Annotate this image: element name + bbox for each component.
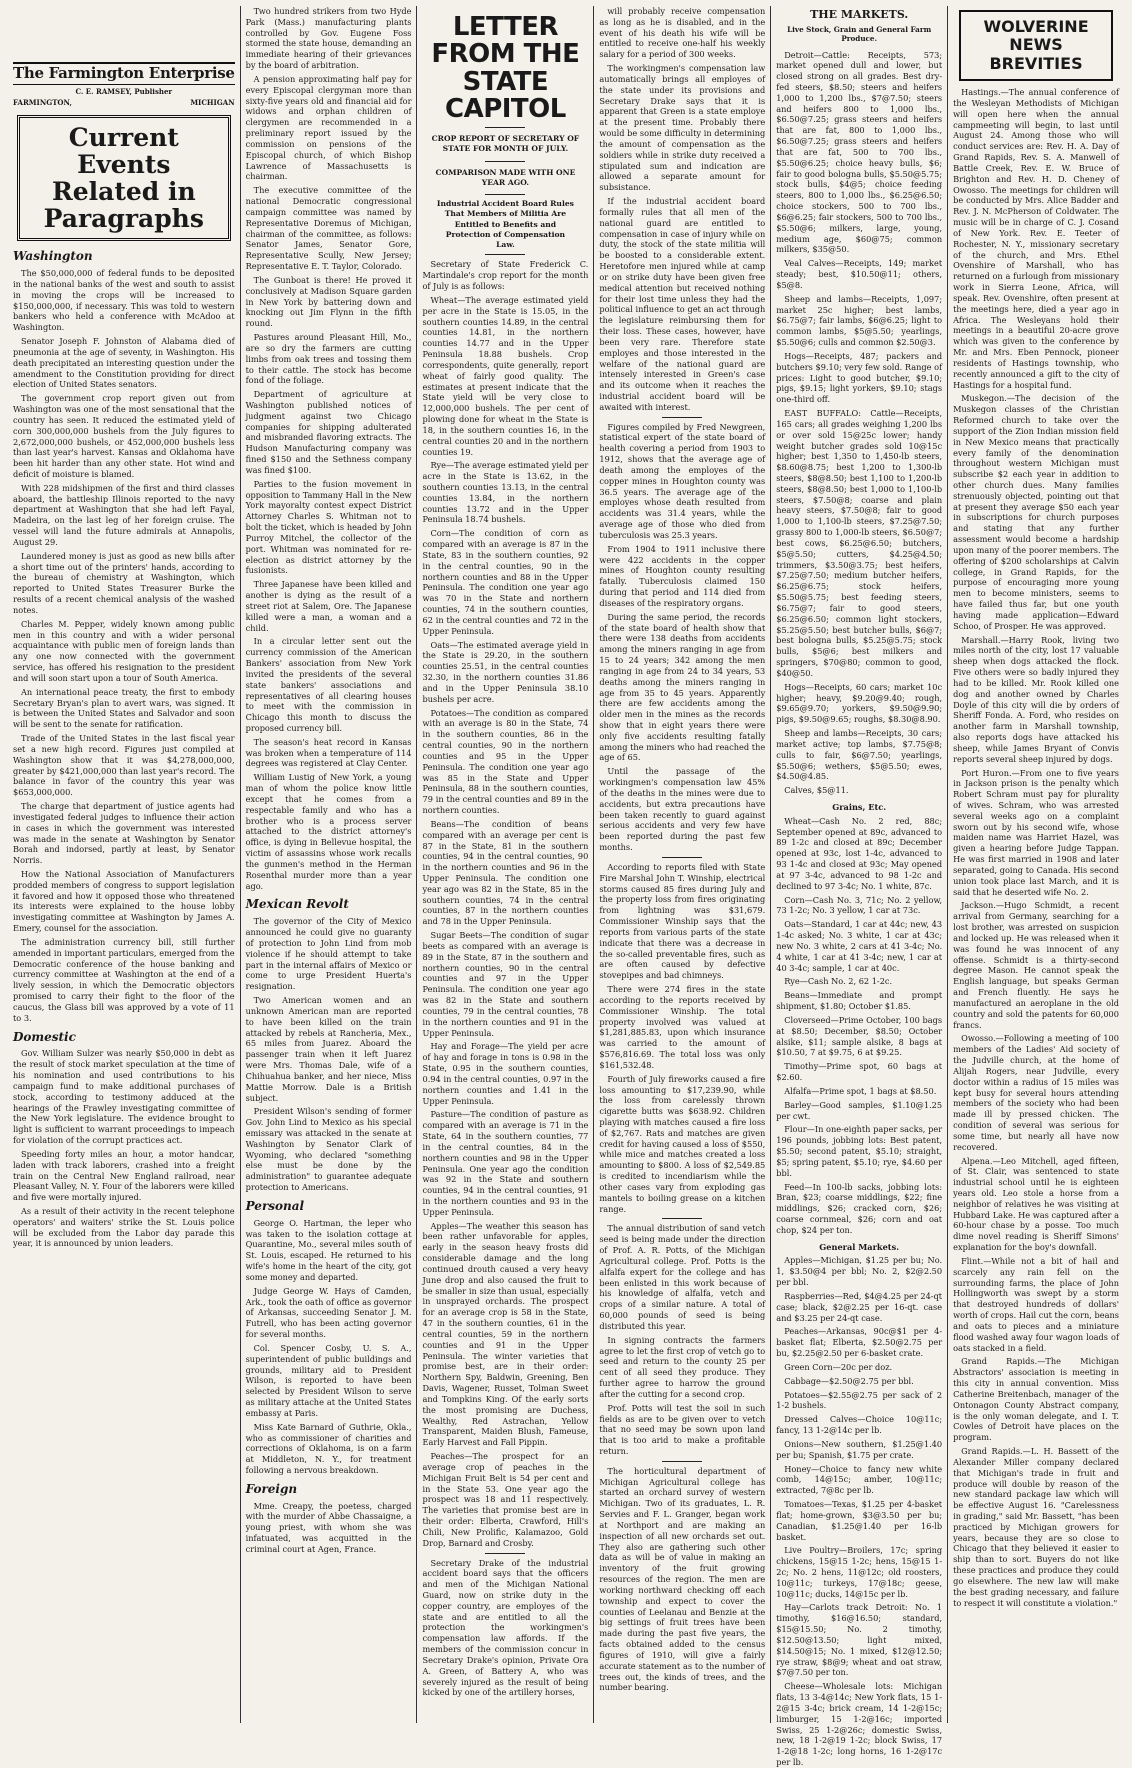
brevity-paragraph: Grand Rapids.—The Michigan Abstractors' association is meeting in this city in annual convention. Miss Catherine Breitenbach, manager of the Ontonagon County Abstract company, is the only woman delegate, and I. T. Cowles of Detroit have places on the program.: [953, 1356, 1119, 1443]
market-paragraph: Potatoes—$2.55@2.75 per sack of 2 1-2 bushels.: [776, 1389, 943, 1411]
article-paragraph: Gov. William Sulzer was nearly $50,000 in debt as the result of stock market speculation at the time of his nomination and used contributions to his campaign fund to make additional purchases of stock, according to testimony adduced at the hearings of the Frawley investigating committee of the New York legislature. The evidence brought to light is sufficient to warrant proceedings to impeach for violation of the corrupt practices act.: [13, 1048, 235, 1146]
article-paragraph: The workingmen's compensation law automatically brings all employes of the state under its provisions and Secretary Drake says that it is apparent that Green is a state employe at the present time. Probably there would be some difficulty in determining the amount of compensation as the soldiers while in strike duty received a stipulated sum and indication are allowed a separate amount for subsistance.: [599, 63, 766, 193]
column-3: [417, 6, 594, 1723]
market-paragraph: Tomatoes—Texas, $1.25 per 4-basket flat; home-grown, $3@3.50 per bu; Canadian, $1.25@1.40 per 16-lb basket.: [776, 1499, 943, 1542]
market-paragraph: Hay—Carlots track Detroit: No. 1 timothy, $16@16.50; standard, $15@15.50; No. 2 timothy, $12.50@13.50; light mixed, $14.50@15; No. 1 mixed, $12@12.50; rye straw, $8@9; wheat and oat straw, $7@7.50 per ton.: [776, 1602, 943, 1678]
article-paragraph: A pension approximating half pay for every Episcopal clergyman more than sixty-five years old and financial aid for widows and orphan children of clergymen are recommended in a preliminary report issued by the commission on pensions of the Episcopal church, of which Bishop Lawrence of Massachusetts is chairman.: [245, 73, 412, 182]
divider: [485, 127, 525, 128]
masthead-title: The Farmington Enterprise: [13, 62, 235, 85]
masthead-publisher: [13, 87, 235, 96]
divider: [485, 1553, 525, 1554]
article-paragraph: An international peace treaty, the first to embody Secretary Bryan's plan to avert wars, was signed. It is between the United States and Salvador and soon will be sent to the senate for ratification.: [13, 686, 235, 730]
article-paragraph: Wheat—The average estimated yield per acre in the State is 15.05, in the southern counties 14.89, in the central counties 14.81, in the northern counties 14.77 and in the Upper Peninsula 18.88 bushels. Crop correspondents, quite generally, report wheat of fairly good quality. The estimates at present indicate that the State yield will be very close to 12,000,000 bushels. The per cent of plowing done for wheat in the State is 18, in the southern counties 16, in the central counties 20 and in the northern counties 19.: [422, 294, 589, 457]
brevity-paragraph: Alpena.—Leo Mitchell, aged fifteen, of St. Clair, was sentenced to state industrial school until he is eighteen years old. Leo stole a horse from a neighbor of relatives he was visiting at Hubbard Lake. He was captured after a 60-hour chase by a posse. Too much dime novel reading is Sheriff Simons' explanation for the boy's downfall.: [953, 1155, 1119, 1253]
article-paragraph: Rye—The average estimated yield per acre in the State is 13.62, in the southern counties 13.13, in the central counties 13.84, in the northern counties 13.72 and in the Upper Peninsula 18.74 bushels.: [422, 460, 589, 525]
market-paragraph: Hogs—Receipts, 487; packers and butchers $9.10; very few sold. Range of prices: Light to good butcher, $9.10; pigs, $9.15; light yorkers, $9.10; stags one-third off.: [776, 350, 943, 405]
publisher-text: C. E. RAMSEY, Publisher: [75, 86, 173, 96]
section-mexican-revolt: Mexican Revolt: [245, 897, 349, 912]
general-markets-heading: General Markets.: [819, 1241, 900, 1252]
market-paragraph: EAST BUFFALO: Cattle—Receipts, 165 cars; all grades weighing 1,200 lbs or over sold 15@25c lower; handy weight butcher grades sold 10@15c higher; best 1,350 to 1,450-lb steers, $8.60@8.75; best 1,200 to 1,300-lb steers, $8@8.50; best 1,100 to 1,200-lb steers, $8@8.50; best 1,000 to 1,100-lb steers, $7.50@8; coarse and plain heavy steers, $7.50@8; fair to good 1,000 to 1,100-lb steers, $7.25@7.50; grassy 800 to 1,000-lb steers, $6.50@7; best cows, $6.25@6.50; butchers, $5@5.50; cutters, $4.25@4.50; trimmers, $3.50@3.75; best heifers, $7.25@7.50; medium butcher heifers, $6.25@6.75; stock heifers, $5.50@5.75; best feeding steers, $6.75@7; fair to good steers, $6.25@6.50; common light stockers, $5.25@5.50; best butcher bulls, $6@7; best bologna bulls, $5.25@5.75; stock bulls, $5@6; best milkers and springers, $70@80; common to good, $40@50.: [776, 408, 943, 678]
article-paragraph: The government crop report given out from Washington was one of the most sensational that the country has seen. It reduced the estimated yield of corn 300,000,000 bushels from the July figures to 2,672,000,000 bushels, or 452,000,000 bushels less than last year's harvest. Kansas and Oklahoma have been hit harder than any other state. Hot wind and deficit of moisture is blamed.: [13, 393, 235, 479]
market-paragraph: Rye—Cash No. 2, 62 1-2c.: [784, 976, 893, 987]
article-paragraph: Sugar Beets—The condition of sugar beets as compared with an average is 89 in the State, 87 in the southern and northern counties, 90 in the central counties and 97 in the Upper Peninsula. The condition one year ago was 82 in the State and southern counties, 79 in the central counties, 78 in the northern counties and 91 in the Upper Peninsula.: [422, 930, 589, 1038]
market-paragraph: Beans—Immediate and prompt shipment, $1.80; October $1.85.: [776, 990, 943, 1012]
article-paragraph: The season's heat record in Kansas was broken when a temperature of 114 degrees was registered at Clay Center.: [245, 736, 412, 769]
market-paragraph: Calves, $5@11.: [784, 785, 849, 796]
market-paragraph: Veal Calves—Receipts, 149; market steady; best, $10.50@11; others, $5@8.: [776, 258, 943, 290]
column-2: [241, 6, 418, 1723]
article-paragraph: Judge George W. Hays of Camden, Ark., took the oath of office as governor of Arkansas, succeeding Senator J. M. Futrell, who has been acting governor for several months.: [245, 1285, 412, 1340]
market-paragraph: Cabbage—$2.50@2.75 per bbl.: [784, 1375, 914, 1386]
article-paragraph: Pastures around Pleasant Hill, Mo., are so dry the farmers are cutting limbs from oak trees and tossing them to their cattle. The stock has become fond of the foliage.: [245, 332, 412, 386]
article-paragraph: Two hundred strikers from two Hyde Park (Mass.) manufacturing plants controlled by Gov. Eugene Foss stormed the state house, demanding an immediate hearing of their grievances by the board of arbitration.: [245, 6, 412, 71]
market-paragraph: Feed—In 100-lb sacks, jobbing lots: Bran, $23; coarse middlings, $22; fine middlings, $26; cracked corn, $26; coarse cornmeal, $26; corn and oat chop, $24 per ton.: [776, 1181, 943, 1235]
market-paragraph: Sheep and lambs—Receipts, 1,097; market 25c higher; best lambs, $6.75@7; fair lambs, $6@6.25; light to common lambs, $5@5.50; yearlings, $5.50@6; culls and common $2.50@3.: [776, 293, 943, 348]
article-paragraph: The administration currency bill, still further amended in important particulars, emerged from the Democratic conference of the house banking and currency committee at Washington at the end of a lively session, in which the Democratic objectors promised to carry their fight to the floor of the caucus, the Glass bill was approved by a vote of 11 to 3.: [13, 936, 235, 1023]
article-paragraph: Senator Joseph F. Johnston of Alabama died of pneumonia at the age of seventy, in Washington. His death precipitated an interesting question under the amendment to the Constitution providing for direct election of United States senators.: [13, 336, 235, 390]
section-foreign: Foreign: [245, 1481, 298, 1496]
market-paragraph: Wheat—Cash No. 2 red, 88c; September opened at 89c, advanced to 89 1-2c and closed at 89c; December opened at 93c, lost 1-4c, advanced to 93 1-4c and closed at 93c; May opened at 97 3-4c, advanced to 98 1-2c and declined to 97 3-4c; No. 1 white, 87c.: [776, 815, 943, 891]
article-paragraph: Apples—The weather this season has been rather unfavorable for apples, early in the season heavy frosts did considerable damage and the long continued drouth caused a very heavy June drop and also caused the fruit to be smaller in size than usual, especially in unsprayed orchards. The prospect for an average crop is 58 in the State, 47 in the southern counties, 61 in the central counties, 59 in the northern counties and 91 in the Upper Peninsula. The winter varieties that promise best, are in their order: Northern Spy, Baldwin, Greening, Ben Davis, Wagener, Russet, Tolman Sweet and Tompkins King. Of the early sorts the most promising are Duchess, Wealthy, Red Astrachan, Yellow Transparent, Maiden Blush, Fameuse, Early Harvest and Fall Pippin.: [422, 1220, 589, 1448]
headline-line2: STATE CAPITOL: [445, 66, 566, 124]
article-paragraph: According to reports filed with State Fire Marshal John T. Winship, electrical storms caused 85 fires during July and the property loss from fires originating from lightning was $31,679. Commissioner Winship says that the reports from various parts of the state indicate that there was a decrease in the so-called preventable fires, such as are often caused by defective stovepipes and bad chimneys.: [599, 861, 766, 981]
current-events-line1: Current: [68, 123, 179, 153]
headline-line1: LETTER FROM THE: [431, 12, 580, 70]
article-paragraph: Parties to the fusion movement in opposition to Tammany Hall in the New York mayoralty contest expect District Attorney Charles S. Whitman not to bolt the ticket, which is headed by John Purroy Mitchel, the collector of the port. Whitman was nominated for re-election as district attorney by the fusionists.: [245, 478, 412, 576]
markets-subheading: Live Stock, Grain and General Farm Produce.: [787, 24, 932, 44]
article-paragraph: The horticultural department of Michigan Agricultural college has started an orchard survey of western Michigan. Two of its graduates, L. R. Servies and F. L. Granger, began work at Northport and are making an inspection of all new orchards set out. They also are gathering such other data as will be of value in making an inventory of the fruit growing resources of the region. The men are working northward checking off each township and expect to cover the counties of Leelanau and Benzie at the big settings of fruit trees have been made during the past five years, the facts obtained added to the census figures of 1910, will give a fairly accurate statement as to the number of trees out, the kinds of trees, and the number bearing.: [599, 1465, 766, 1693]
article-paragraph: Two American women and an unknown American man are reported to have been killed on the train attacked by rebels at Rancheria, Mex., 65 miles from Juarez. Aboard the passenger train when it left Juarez were Mrs. Thomas Dale, wife of a Chihuahua banker, and her niece, Miss Mattie Morrow. Dale is a British subject.: [245, 995, 412, 1103]
brevity-paragraph: Muskegon.—The decision of the Muskegon classes of the Christian Reformed church to take over the support of the Zion Indian mission field in New Mexico means that practically every family of the denomination throughout western Michigan must subscribe $2 each year in addition to other church dues. Many families strenuously objected, pointing out that at present they average $50 each year in subscriptions for church purposes and stating that any further assessment would become a hardship upon many of the poorer members. The offering of $200 scholarships at Calvin college, in Grand Rapids, for the purpose of encouraging more young men to become ministers, seems to have failed thus far, but one youth having made application—Edward Schoo, of Prosper. He was approved.: [953, 393, 1119, 631]
article-paragraph: Hay and Forage—The yield per acre of hay and forage in tons is 0.98 in the State, 0.95 in the southern counties, 0.94 in the central counties, 0.97 in the northern counties and 1.41 in the Upper Peninsula.: [422, 1041, 589, 1106]
article-paragraph: The Gunboat is there! He proved it conclusively at Madison Square garden in New York by battering down and knocking out Jim Flynn in the fifth round.: [245, 274, 412, 329]
market-paragraph: Live Poultry—Broilers, 17c; spring chickens, 15@15 1-2c; hens, 15@15 1-2c; No. 2 hens, 11@12c; old roosters, 10@11c; turkeys, 17@18c; geese, 10@11c; ducks, 14@15c per lb.: [776, 1545, 943, 1599]
article-paragraph: The $50,000,000 of federal funds to be deposited in the national banks of the west and south to assist in moving the crops will be increased to $150,000,000, if necessary. This was told to western bankers who held a conference with McAdoo at Washington.: [13, 268, 235, 333]
column-6: [948, 6, 1124, 1723]
market-paragraph: Apples—Michigan, $1.25 per bu; No. 1, $3.50@4 per bbl; No. 2, $2@2.50 per bbl.: [776, 1255, 943, 1288]
article-paragraph: During the same period, the records of the state board of health show that there were 138 deaths from accidents among the miners ranging in age from 15 to 24 years; 342 among the men ranging in age from 24 to 34 years, 53 deaths among the miners ranging in age from 35 to 45 years. Apparently there are few accidents among the older men in the mines as the records show that in eight years there were only five accidents resulting fatally among the miners who had reached the age of 65.: [599, 611, 766, 763]
brevity-paragraph: Jackson.—Hugo Schmidt, a recent arrival from Germany, searching for a lost brother, was arrested on suspicion and locked up. He was released when it was found he was innocent of any offense. Schmidt is a thirty-second degree Mason. He cannot speak the English language, but speaks German and French fluently. He says he manufactured an aeroplane in the old country and sold the patents for 60,000 francs.: [953, 900, 1119, 1030]
article-paragraph: Corn—The condition of corn as compared with an average is 87 in the State, 83 in the southern counties, 92 in the central counties, 90 in the northern counties and 88 in the Upper Peninsula. The condition one year ago was 70 in the State and northern counties, 74 in the southern counties, 62 in the central counties and 72 in the Upper Peninsula.: [422, 528, 589, 636]
article-paragraph: As a result of their activity in the recent telephone operators' and waiters' strike the St. Louis police will be excluded from the Labor day parade this year, it is announced by union leaders.: [13, 1206, 235, 1249]
article-paragraph: President Wilson's sending of former Gov. John Lind to Mexico as his special emissary was attacked in the senate at Washington by Senator Clark of Wyoming, who declared "something else must be done by the administration" to guarantee adequate protection to Americans.: [245, 1106, 412, 1193]
market-paragraph: Corn—Cash No. 3, 71c; No. 2 yellow, 73 1-2c; No. 3 yellow, 1 car at 73c.: [776, 894, 943, 916]
current-events-line4: Paragraphs: [43, 204, 204, 234]
column-5: [771, 6, 948, 1768]
divider: [662, 1461, 702, 1462]
article-paragraph: Speeding forty miles an hour, a motor handcar, laden with track laborers, crashed into a freight train on the Central New England railroad, near Pleasant Valley, N. Y. Four of the laborers were killed and five were mortally injured.: [13, 1148, 235, 1203]
article-paragraph: Col. Spencer Cosby, U. S. A., superintendent of public buildings and grounds, military aid to President Wilson, is reported to have been selected by President Wilson to serve as military attache at the United States embassy at Paris.: [245, 1342, 412, 1418]
brevity-paragraph: Grand Rapids.—L. H. Bassett of the Alexander Miller company declared that Michigan's trade in fruit and produce will double by reason of the new standard package law which will be effective August 16. "Carelessness in grading," said Mr. Bassett, "has been practiced by Michigan growers for years, because they are so close to Chicago that they believed it easier to ship than to sort. Buyers do not like these practices and produce they could go elsewhere. The new law will make the best grading necessary, and failure to respect it will constitute a violation.": [953, 1446, 1119, 1608]
brevity-paragraph: Hastings.—The annual conference of the Wesleyan Methodists of Michigan will open here when the annual campmeeting will begin, to last until August 24. Among those who will conduct services are: Rev. H. A. Day of Grand Rapids, Rev. S. A. Manwell of Battle Creek, Rev. E. W. Bruce of Brighton and Rev. H. D. Cheney of Owosso. The meetings for children will be conducted by Mrs. Alice Badder and Rev. J. N. McPherson of Coldwater. The music will be in charge of C. J. Cosand of New York. Rev. E. Teeter of Rochester, N. Y., missionary secretary of the church, and Mrs. Ethel Ovenshire of Marshall, who has returned on a furlough from missionary work in Sierra Leone, Africa, will speak. Rev. Ovenshire, often present at the meetings here, died a year ago in Africa. The Wesleyans hold their meetings in a beautiful 20-acre grove which was given to the conference by Mr. and Mrs. Eben Pennock, pioneer residents of Hastings township, who recently announced a gift to the city of Hastings for a hospital fund.: [953, 87, 1119, 390]
current-events-box: [17, 115, 231, 241]
article-paragraph: Oats—The estimated average yield in the State is 29.20, in the southern counties 25.51, in the central counties 32.30, in the northern counties 31.86 and in the Upper Peninsula 38.10 bushels per acre.: [422, 639, 589, 704]
market-paragraph: Oats—Standard, 1 car at 44c; new, 43 1-4c asked; No. 3 white, 1 car at 43c; new No. 3 white, 2 cars at 41 3-4c; No. 4 white, 1 car at 41 3-4c; new, 1 car at 40 3-4c; sample, 1 car at 40c.: [776, 919, 943, 973]
article-paragraph: Until the passage of the workingmen's compensation law 45% of the deaths in the mines were due to accidents, but extra precautions have been taken recently to guard against serious accidents and very few have been reported during the past few months.: [599, 766, 766, 853]
brevity-paragraph: Marshall.—Harry Rook, living two miles north of the city, lost 17 valuable sheep when dogs attacked the flock. Five others were so badly injured they had to be killed. Mr. Rook killed one dog and another owned by Charles Doyle of this city will die by orders of Sheriff Fonda. A. Ford, who resides on another farm in Marshall township, also reports dogs have attacked his sheep, while James Bryant of Convis reports several sheep injured by dogs.: [953, 634, 1119, 764]
article-paragraph: Fourth of July fireworks caused a fire loss amounting to $17,239.90, while the loss from carelessly thrown cigarette butts was $638.92. Children playing with matches caused a fire loss of $2,767. Rats and matches are given credit for having caused a loss of $550, while mice and matches created a loss amounting to $800. A loss of $2,549.85 is credited to incendiarism while the other cases vary from exploding gas mantels to boiling grease on a kitchen range.: [599, 1073, 766, 1214]
article-paragraph: There were 274 fires in the state according to the reports received by Commissioner Winship. The total property involved was valued at $1,281,885.83, upon which insurance was carried to the amount of $576,816.69. The total loss was only $161,532.48.: [599, 984, 766, 1070]
article-paragraph: Figures compiled by Fred Newgreen, statistical expert of the state board of health covering a period from 1903 to 1912, shows that the average age of death among the employes of the copper mines in Houghton county was 36.5 years. The average age of the employes whose death resulted from accidents was 31.4 years, while the average age of those who died from tuberculosis was 25.3 years.: [599, 421, 766, 540]
brevity-paragraph: Owosso.—Following a meeting of 100 members of the Ladies' Aid society of the Judville church, at the home of Alijah Rogers, near Judville, every doctor within a radius of 15 miles was kept busy for several hours attending members of the society who had been made ill by pressed chicken. The condition of several was serious for some time, but nearly all have now recovered.: [953, 1033, 1119, 1152]
market-paragraph: Alfalfa—Prime spot, 1 bags at $8.50.: [784, 1085, 937, 1096]
divider: [662, 1218, 702, 1219]
deck-crop-report: CROP REPORT OF SECRETARY OF STATE FOR MONTH OF JULY.: [431, 134, 580, 154]
market-paragraph: Dressed Calves—Choice 10@11c; fancy, 13 1-2@14c per lb.: [776, 1414, 943, 1436]
grains-heading: Grains, Etc.: [832, 802, 887, 812]
article-paragraph: Trade of the United States in the last fiscal year set a new high record. Figures just compiled at Washington show that it was $4,278,000,000, greater by $421,000,000 than last year's record. The balance in favor of the country this year was $653,000,000.: [13, 733, 235, 798]
article-paragraph: Mme. Creapy, the poetess, charged with the murder of Abbe Chassaigne, a young priest, with whom she was infatuated, was acquitted in the criminal court at Agen, France.: [245, 1500, 412, 1554]
column-4: [594, 6, 771, 1723]
article-paragraph: Three Japanese have been killed and another is dying as the result of a street riot at Salem, Ore. The Japanese killed were a man, a woman and a child.: [245, 579, 412, 633]
market-paragraph: Peaches—Arkansas, 90c@$1 per 4-basket flat; Elberta, $2.50@2.75 per bu, $2.25@2.50 per 6-basket crate.: [776, 1326, 943, 1359]
article-paragraph: Secretary Drake of the industrial accident board says that the officers and men of the Michigan National Guard, now on strike duty in the copper country, are employes of the state and are entitled to all the protection the workingmen's compensation law affords. If the members of the commission concur in Secretary Drake's opinion, Private Ora A. Green, of Battery A, who was severely injured as the result of being kicked by one of the artillery horses,: [422, 1557, 589, 1698]
wolverine-heading-line2: NEWS BREVITIES: [989, 35, 1083, 73]
market-paragraph: Onions—New southern, $1.25@1.40 per bu; Spanish, $1.75 per crate.: [776, 1438, 943, 1460]
deck-comparison: COMPARISON MADE WITH ONE YEAR AGO.: [435, 167, 576, 187]
section-domestic: Domestic: [13, 1029, 76, 1044]
article-paragraph: Beans—The condition of beans compared with an average per cent is 87 in the State, 81 in the southern counties, 94 in the central counties, 90 in the northern counties and 96 in the Upper Peninsula. The condition one year ago was 82 in the State, 85 in the southern counties, 74 in the central counties, 87 in the northern counties and 78 in the Upper Peninsula.: [422, 818, 589, 927]
current-events-line2: Events: [77, 150, 171, 180]
divider: [662, 857, 702, 858]
divider: [485, 161, 525, 162]
section-washington: Washington: [13, 249, 93, 264]
market-paragraph: Barley—Good samples, $1.10@1.25 per cwt.: [776, 1099, 943, 1121]
current-events-line3: Related in: [51, 177, 196, 207]
market-paragraph: Flour—In one-eighth paper sacks, per 196 pounds, jobbing lots: Best patent, $5.50; second patent, $5.10; straight, $5; spring patent, $5.10; rye, $4.60 per bbl.: [776, 1124, 943, 1178]
divider: [485, 254, 525, 255]
article-paragraph: Peaches—The prospect for an average crop of peaches in the Michigan Fruit Belt is 54 per cent and in the State 53. One year ago the prospect was 18 and 11 respectively. The varieties that promise best are in their order: Elberta, Crawford, Hill's Chili, New Prolific, Kalamazoo, Gold Drop, Barnard and Crosby.: [422, 1451, 589, 1548]
market-paragraph: Cheese—Wholesale lots: Michigan flats, 13 3-4@14c; New York flats, 15 1-2@15 3-4c; brick cream, 14 1-2@15c; limburger, 15 1-2@16c; imported Swiss, 25 1-2@26c; domestic Swiss, new, 18 1-2@19 1-2c; block Swiss, 17 1-2@18 1-2c; long horns, 16 1-2@17c per lb.: [776, 1681, 943, 1768]
article-paragraph: In a circular letter sent out the currency commission of the American Bankers' association from New York invited the presidents of the several state bankers' associations and representatives of all clearing houses to meet with the commission in Chicago this month to discuss the proposed currency bill.: [245, 636, 412, 733]
masthead-state: MICHIGAN: [190, 98, 235, 108]
market-paragraph: Honey—Choice to fancy new white comb, 14@15c; amber, 10@11c; extracted, 7@8c per lb.: [776, 1463, 943, 1496]
article-paragraph: The governor of the City of Mexico announced he could give no guaranty of protection to John Lind from mob violence if he should attempt to take part in the internal affairs of Mexico or come to urge President Huerta's resignation.: [245, 916, 412, 992]
article-paragraph: Potatoes—The condition as compared with an average is 80 in the State, 74 in the southern counties, 86 in the central counties, 90 in the northern counties and 95 in the Upper Peninsula. The condition one year ago was 85 in the State and Upper Peninsula, 88 in the southern counties, 79 in the central counties and 89 in the northern counties.: [422, 707, 589, 816]
wolverine-news-heading: [959, 10, 1113, 81]
market-paragraph: Sheep and lambs—Receipts, 30 cars; market active; top lambs, $7.75@8; culls to fair, $6@7.50; yearlings, $5.50@6; wethers, $5@5.50; ewes, $4.50@4.85.: [776, 728, 943, 782]
masthead-city: FARMINGTON,: [13, 98, 72, 108]
section-personal: Personal: [245, 1198, 305, 1213]
article-paragraph: Miss Kate Barnard of Guthrie, Okla., who as commissioner of charities and corrections of Oklahoma, is on a farm at Middleton, N. Y., for treatment following a nervous breakdown.: [245, 1421, 412, 1475]
market-paragraph: Hogs—Receipts, 60 cars; market 10c higher; heavy, $9.20@9.40; rough, $9.65@9.70; yorkers, $9.50@9.90; pigs, $9.50@9.65; roughs, $8.30@8.90.: [776, 681, 943, 725]
article-paragraph: Department of agriculture at Washington published notices of judgment against two Chicago companies for shipping adulterated and misbranded flavoring extracts. The Hudson Manufacturing company was fined $150 and the Sethness company was fined $100.: [245, 389, 412, 475]
markets-heading: THE MARKETS.: [810, 8, 909, 21]
deck-accident-board: Industrial Accident Board Rules That Members of Militia Are Entitled to Benefits and Protection of Compensation Law.: [436, 199, 574, 250]
article-paragraph: With 228 midshipmen of the first and third classes aboard, the battleship Illinois reported to the navy department at Washington that she had left Fayal, Madeira, on the last leg of her foreign cruise. The vessel will land the future admirals at Annapolis, August 29.: [13, 482, 235, 547]
article-paragraph: The executive committee of the national Democratic congressional campaign committee was named by Representative Doremus of Michigan, chairman of the committee, as follows: Senator James, Senator Gore, Representative Scully, New Jersey; Representative E. T. Taylor, Colorado.: [245, 185, 412, 272]
column-1: [8, 6, 241, 1723]
masthead-dateline: [13, 98, 235, 107]
divider: [485, 194, 525, 195]
article-paragraph: The charge that department of justice agents had investigated federal judges to influence their action in cases in which the government was interested was made in the senate at Washington by Senator Borah and indorsed, partly at least, by Senator Norris.: [13, 801, 235, 866]
brevity-paragraph: Port Huron.—From one to five years in Jackson prison is the penalty which Robert Schram must pay for plurality of wives. Schram, who was arrested several weeks ago on a complaint sworn out by his second wife, whose maiden name was Harriet Hazel, was given a hearing before Judge Tappan. He was first married in 1908 and later separated, going to Canada. His second union took place last March, and it is said that he deserted wife No. 2.: [953, 767, 1119, 897]
brevity-paragraph: Flint.—While not a bit of hail and scarcely any rain fell on the surrounding farms, the place of John Hollingworth was swept by a storm that destroyed hundreds of dollars' worth of crops. Hail cut the corn, beans and oats to pieces and a miniature flood washed away four wagon loads of oats stacked in a field.: [953, 1255, 1119, 1353]
market-paragraph: Cloverseed—Prime October, 100 bags at $8.50; December, $8.50; October alsike, $11; sample alsike, 8 bags at $10.50, 7 at $9.75, 6 at $9.25.: [776, 1014, 943, 1058]
article-paragraph: Prof. Potts will test the soil in such fields as are to be given over to vetch that no seed may be sown upon land that is too arid to make a profitable return.: [599, 1402, 766, 1456]
article-paragraph: Pasture—The condition of pasture as compared with an average is 71 in the State, 64 in the southern counties, 77 in the central counties, 84 in the northern counties and 98 in the Upper Peninsula. One year ago the condition was 92 in the State and southern counties, 94 in the central counties, 91 in the northern counties and 93 in the Upper Peninsula.: [422, 1109, 589, 1217]
article-paragraph: From 1904 to 1911 inclusive there were 422 accidents in the copper mines of Houghton county resulting fatally. Tuberculosis claimed 150 during that period and 114 died from diseases of the respiratory organs.: [599, 543, 766, 608]
article-paragraph: will probably receive compensation as long as he is disabled, and in the event of his death his wife will be entitled to receive one-half his weekly salary for a period of 300 weeks.: [599, 6, 766, 60]
article-paragraph: Charles M. Pepper, widely known among public men in this country and with a wider personal acquaintance with public men of foreign lands than any one now connected with the government service, has offered his resignation to the president and will soon start upon a tour of South America.: [13, 618, 235, 683]
article-paragraph: George O. Hartman, the leper who was taken to the isolation cottage at Quarantine, Mo., several miles south of St. Louis, escaped. He returned to his wife's home in the heart of the city, got some money and departed.: [245, 1217, 412, 1282]
article-paragraph: Secretary of State Frederick C. Martindale's crop report for the month of July is as follows:: [422, 259, 589, 292]
wolverine-heading-line1: WOLVERINE: [983, 17, 1089, 36]
article-paragraph: The annual distribution of sand vetch seed is being made under the direction of Prof. A. R. Potts, of the Michigan Agricultural college. Prof. Potts is the alfalfa expert for the college and has been enlisted in this work because of his knowledge of alfalfa, vetch and crops of a similar nature. A total of 60,000 pounds of seed is being distributed this year.: [599, 1223, 766, 1331]
article-paragraph: In signing contracts the farmers agree to let the first crop of vetch go to seed and return to the county 25 per cent of all seed they produce. They further agree to harrow the ground after the cutting for a second crop.: [599, 1334, 766, 1399]
columns: [8, 6, 1124, 1768]
market-paragraph: Detroit—Cattle: Receipts, 573; market opened dull and lower, but closed strong on all grades. Best dry-fed steers, $8.50; steers and heifers 1,000 to 1,200 lbs., $7@7.50; steers and heifers 800 to 1,000 lbs., $6.50@7.25; grass steers and heifers that are fat, 800 to 1,000 lbs., $6.50@7.25; grass steers and heifers that are fat, 500 to 700 lbs., $5.50@6.25; choice heavy bulls, $6; fair to good bologna bulls, $5.50@5.75; stock bulls, $4@5; choice feeding steers, 800 to 1,000 lbs., $6.25@6.50; choice stockers, 500 to 700 lbs., $6@6.25; fair stockers, 500 to 700 lbs., $5.50@6; milkers, large, young, medium age, $60@75; common milkers, $35@50.: [776, 49, 943, 255]
article-paragraph: If the industrial accident board formally rules that all men of the national guard are entitled to compensation in case of injury while on duty, the stock of the state militia will be boosted to a considerable extent. Heretofore men injured while at camp or on strike duty have been given free medical attention but received nothing for their lost time unless they had the political influence to get an act through the legislature reimbursing them for their loss. These cases, however, have been very rare. Therefore state employes and those interested in the welfare of the national guard are intensely interested in Green's case and its outcome when it reaches the industrial accident board will be awaited with interest.: [599, 196, 766, 412]
headline-letter-from-capitol: [422, 14, 588, 123]
divider: [662, 417, 702, 418]
article-paragraph: Laundered money is just as good as new bills after a short time out of the printers' hands, according to the bureau of chemistry at Washington, which reported to United States Treasurer Burke the results of a recent chemical analysis of the washed notes.: [13, 550, 235, 615]
market-paragraph: Timothy—Prime spot, 60 bags at $2.60.: [776, 1061, 943, 1083]
article-paragraph: How the National Association of Manufacturers prodded members of congress to support legislation it favored and how it opposed those who threatened its interests were explained to the house lobby investigating committee at Washington by James A. Emery, counsel for the association.: [13, 868, 235, 934]
article-paragraph: William Lustig of New York, a young man of whom the police know little except that he comes from a respectable family and who has a brother who is a process server attached to the district attorney's office, is dying in Bellevue hospital, the victim of assassins whose work recalls the gunmen's method in the Herman Rosenthal murder more than a year ago.: [245, 772, 412, 891]
market-paragraph: Green Corn—20c per doz.: [784, 1361, 893, 1372]
market-paragraph: Raspberries—Red, $4@4.25 per 24-qt case; black, $2@2.25 per 16-qt. case and $3.25 per 24-qt case.: [776, 1290, 943, 1323]
